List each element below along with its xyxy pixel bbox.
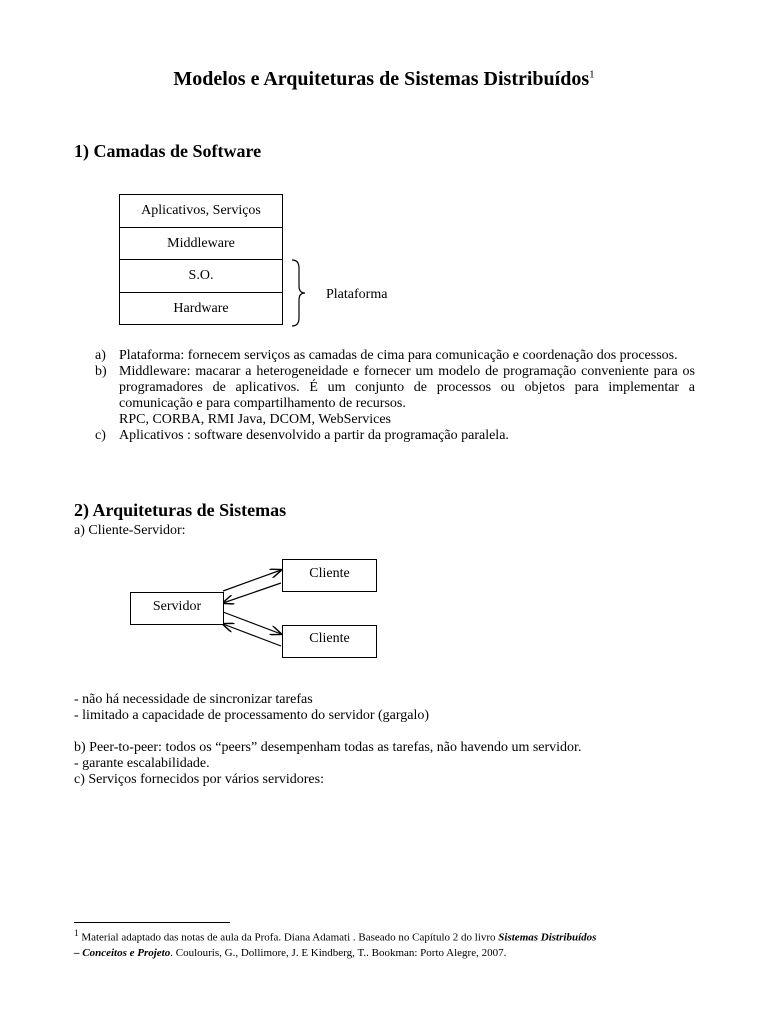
arrow-client2-to-server xyxy=(223,624,281,646)
architecture-notes xyxy=(74,692,714,788)
layer-os: S.O. xyxy=(120,260,282,293)
server-box: Servidor xyxy=(130,592,224,625)
footnote-book-title-a: Sistemas Distribuídos xyxy=(498,931,597,944)
footnote-text-a: Material adaptado das notas de aula da Profa. Diana Adamati . Baseado no Capítulo 2 do livro xyxy=(78,931,499,944)
middleware-tech-line: RPC, CORBA, RMI Java, DCOM, WebServices xyxy=(119,412,392,427)
list-marker: a) xyxy=(95,348,106,363)
note-line: b) Peer-to-peer: todos os “peers” desempenham todas as tarefas, não havendo um servidor. xyxy=(74,740,582,755)
section2-heading: 2) Arquiteturas de Sistemas xyxy=(74,500,287,520)
title-text: Modelos e Arquiteturas de Sistemas Distribuídos xyxy=(173,68,590,90)
footnote-book-title-b: – Conceitos e Projeto xyxy=(74,946,171,959)
client1-box: Cliente xyxy=(282,559,377,592)
footnote-separator xyxy=(74,922,230,923)
layer-apps: Aplicativos, Serviços xyxy=(120,195,282,228)
list-text: Aplicativos : software desenvolvido a partir da programação paralela. xyxy=(119,428,509,443)
footnote xyxy=(74,926,694,961)
list-text: Middleware: macarar a heterogeneidade e fornecer um modelo de programação conveniente para os programadores de aplicativos. É um conjunto de processos ou objetos para implementar a comunicação e para compartilhamento de recursos. xyxy=(119,364,695,411)
client2-box: Cliente xyxy=(282,625,377,658)
arrow-server-to-client2 xyxy=(223,612,281,634)
note-line: - não há necessidade de sincronizar tarefas xyxy=(74,692,313,707)
list-marker: c) xyxy=(95,428,106,443)
section1-heading: 1) Camadas de Software xyxy=(74,141,262,161)
note-line: - garante escalabilidade. xyxy=(74,756,210,771)
title-footnote-mark: 1 xyxy=(589,68,595,81)
client-server-subheading: a) Cliente-Servidor: xyxy=(74,523,186,538)
layer-middleware: Middleware xyxy=(120,228,282,261)
list-text: Plataforma: fornecem serviços as camadas de cima para comunicação e coordenação dos processos. xyxy=(119,348,678,363)
note-spacer xyxy=(74,724,714,740)
layer-hardware: Hardware xyxy=(173,300,229,316)
footnote-text-b: . Coulouris, G., Dollimore, J. E Kindberg, T.. Bookman: Porto Alegre, 2007. xyxy=(170,946,507,959)
footnote-mark: 1 xyxy=(74,928,79,938)
note-line: c) Serviços fornecidos por vários servidores: xyxy=(74,772,324,787)
arrow-client1-to-server xyxy=(223,583,281,603)
list-marker: b) xyxy=(95,364,107,379)
note-line: - limitado a capacidade de processamento do servidor (gargalo) xyxy=(74,708,430,723)
platform-label: Plataforma xyxy=(326,287,388,302)
arrow-server-to-client1 xyxy=(223,570,281,591)
